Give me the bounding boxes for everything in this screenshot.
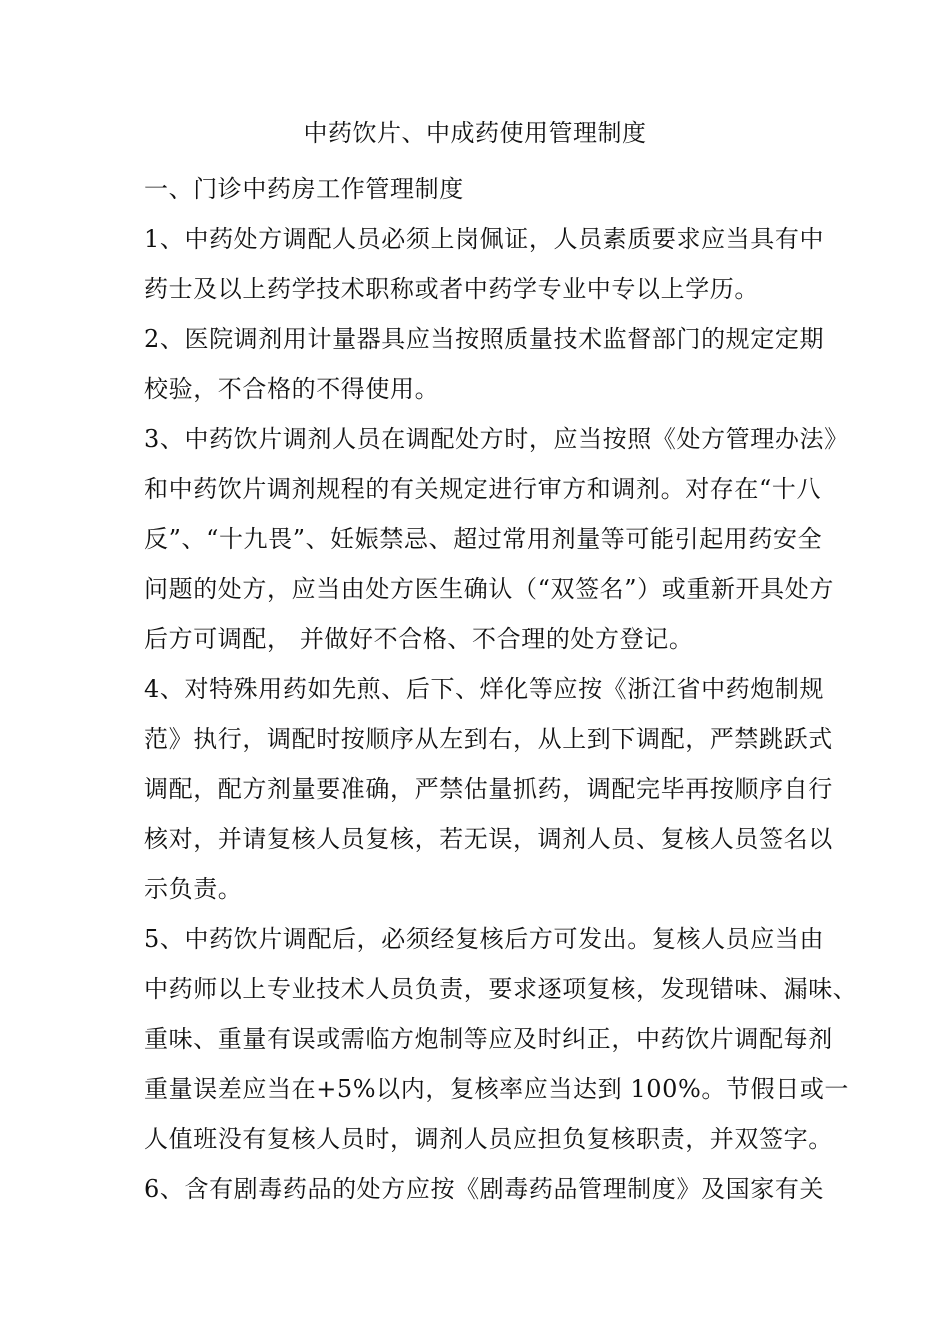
text-line: 6、含有剧毒药品的处方应按《剧毒药品管理制度》及国家有关 — [144, 1175, 825, 1203]
text-line: 范》执行，调配时按顺序从左到右，从上到下调配，严禁跳跃式 — [144, 725, 833, 753]
text-line: 重量误差应当在+5%以内，复核率应当达到 100%。节假日或一 — [144, 1075, 850, 1103]
text-line: 问题的处方，应当由处方医生确认（“双签名”）或重新开具处方 — [144, 575, 834, 603]
document-title: 中药饮片、中成药使用管理制度 — [303, 119, 647, 147]
text-line: 校验，不合格的不得使用。 — [144, 375, 440, 403]
text-line: 1、中药处方调配人员必须上岗佩证，人员素质要求应当具有中 — [144, 225, 825, 253]
text-line: 核对，并请复核人员复核，若无误，调剂人员、复核人员签名以 — [144, 825, 833, 853]
text-line: 药士及以上药学技术职称或者中药学专业中专以上学历。 — [144, 275, 759, 303]
text-line: 和中药饮片调剂规程的有关规定进行审方和调剂。对存在“十八 — [144, 475, 822, 503]
text-line: 2、医院调剂用计量器具应当按照质量技术监督部门的规定定期 — [144, 325, 825, 353]
text-line: 人值班没有复核人员时，调剂人员应担负复核职责，并双签字。 — [144, 1125, 833, 1153]
text-line: 重味、重量有误或需临方炮制等应及时纠正，中药饮片调配每剂 — [144, 1025, 833, 1053]
text-line: 后方可调配， 并做好不合格、不合理的处方登记。 — [144, 625, 694, 653]
text-line: 4、对特殊用药如先煎、后下、烊化等应按《浙江省中药炮制规 — [144, 675, 825, 703]
text-line: 5、中药饮片调配后，必须经复核后方可发出。复核人员应当由 — [144, 925, 825, 953]
text-line: 3、中药饮片调剂人员在调配处方时，应当按照《处方管理办法》 — [144, 425, 849, 453]
text-line: 调配，配方剂量要准确，严禁估量抓药，调配完毕再按顺序自行 — [144, 775, 833, 803]
section-heading: 一、门诊中药房工作管理制度 — [144, 175, 464, 203]
text-line: 示负责。 — [144, 875, 243, 903]
text-line: 中药师以上专业技术人员负责，要求逐项复核，发现错味、漏味、 — [144, 975, 858, 1003]
text-line: 反”、“十九畏”、妊娠禁忌、超过常用剂量等可能引起用药安全 — [144, 525, 823, 553]
